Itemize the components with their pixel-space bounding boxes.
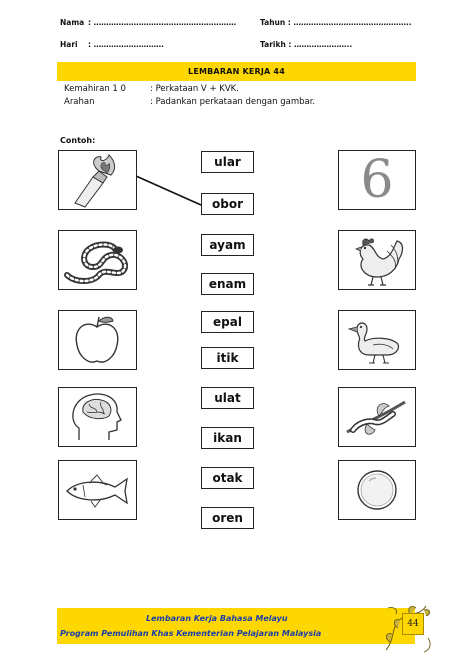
brain-head-picture[interactable] [58, 387, 137, 447]
rooster-icon [339, 231, 415, 289]
fish-icon [59, 461, 136, 519]
arahan-value: : Padankan perkataan dengan gambar. [150, 97, 316, 107]
word-ulat[interactable]: ulat [201, 387, 254, 409]
number-six-picture[interactable] [338, 150, 416, 210]
word-ular[interactable]: ular [201, 151, 254, 173]
kemahiran-label: Kemahiran 1 0 [64, 84, 126, 94]
number-six-glyph: 6 [360, 150, 394, 210]
word-enam[interactable]: enam [201, 273, 254, 295]
rooster-picture[interactable] [338, 230, 416, 290]
word-ayam[interactable]: ayam [201, 234, 254, 256]
worksheet-title: LEMBARAN KERJA 44 [57, 62, 416, 81]
kemahiran-value: : Perkataan V + KVK. [150, 84, 239, 94]
page-number: 44 [402, 613, 424, 635]
orange-icon [339, 461, 415, 519]
tarikh-field[interactable]: Tarikh : ………………….. [260, 40, 353, 49]
duck-picture[interactable] [338, 310, 416, 370]
orange-picture[interactable] [338, 460, 416, 520]
caterpillar-picture[interactable] [338, 387, 416, 447]
nama-field[interactable]: : ………………………………………………… [88, 18, 237, 27]
word-obor[interactable]: obor [201, 193, 254, 215]
word-itik[interactable]: itik [201, 347, 254, 369]
snake-icon [59, 231, 136, 289]
word-otak[interactable]: otak [201, 467, 254, 489]
duck-icon [339, 311, 415, 369]
footer-line-1: Lembaran Kerja Bahasa Melayu [146, 614, 288, 623]
hari-field[interactable]: : ………………………. [88, 40, 164, 49]
footer-line-2: Program Pemulihan Khas Kementerian Pelajaran Malaysia [60, 629, 322, 638]
torch-icon [59, 151, 136, 209]
word-ikan[interactable]: ikan [201, 427, 254, 449]
arahan-label: Arahan [64, 97, 95, 107]
brain-head-icon [59, 388, 136, 446]
caterpillar-icon [339, 388, 415, 446]
snake-picture[interactable] [58, 230, 137, 290]
contoh-label: Contoh: [60, 136, 96, 145]
tahun-field[interactable]: Tahun : ……………………………………….. [260, 18, 412, 27]
fish-picture[interactable] [58, 460, 137, 520]
word-epal[interactable]: epal [201, 311, 254, 333]
apple-picture[interactable] [58, 310, 137, 370]
torch-picture[interactable] [58, 150, 137, 210]
nama-label: Nama [60, 18, 85, 27]
hari-label: Hari [60, 40, 78, 49]
apple-icon [59, 311, 136, 369]
word-oren[interactable]: oren [201, 507, 254, 529]
